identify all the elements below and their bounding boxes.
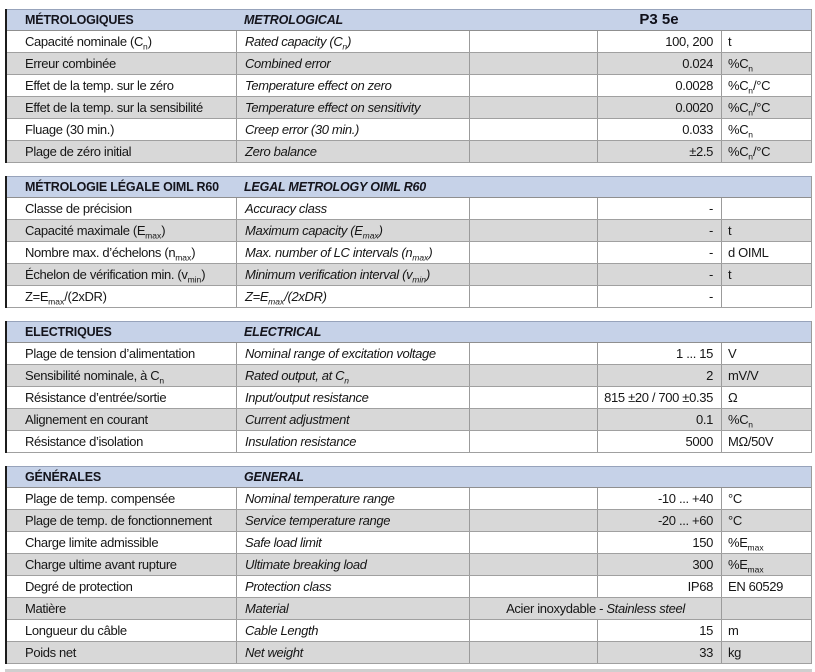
section-general: [5, 466, 812, 664]
row-value-merged: [469, 598, 721, 619]
table-row: [7, 387, 811, 409]
header-spacer: [721, 467, 811, 487]
section-electrical: [5, 321, 812, 453]
table-row: [7, 119, 811, 141]
row-label-en: Zero balance: [236, 141, 469, 162]
table-row-material: [7, 598, 811, 620]
section-title-fr: MÉTROLOGIE LÉGALE OIML R60: [25, 180, 219, 194]
table-row: [7, 264, 811, 286]
row-unit: $\%C_n$: [721, 119, 811, 140]
material-value-fr: Acier inoxydable -: [506, 601, 607, 616]
row-label-fr: Charge ultime avant rupture: [25, 557, 177, 572]
section-metrological: [5, 9, 812, 163]
table-row: [7, 242, 811, 264]
row-value: IP68: [597, 576, 721, 597]
row-spacer-cell: [469, 286, 597, 307]
row-value: 0.0028: [597, 75, 721, 96]
row-value: 5000: [597, 431, 721, 452]
row-value: 0.0020: [597, 97, 721, 118]
row-value: 300: [597, 554, 721, 575]
row-value: 0.024: [597, 53, 721, 74]
row-label-en: Insulation resistance: [236, 431, 469, 452]
row-label-fr: $Z=E_{max}/(2xDR)$: [25, 289, 107, 307]
row-label-en: Service temperature range: [236, 510, 469, 531]
row-spacer-cell: [469, 31, 597, 52]
row-unit: V: [721, 343, 811, 364]
table-row: [7, 554, 811, 576]
row-label-en: Ultimate breaking load: [236, 554, 469, 575]
row-label-fr: Longueur du câble: [25, 623, 127, 638]
row-value: 100, 200: [597, 31, 721, 52]
row-label-en: Safe load limit: [236, 532, 469, 553]
table-row: [7, 343, 811, 365]
row-label-fr: Effet de la temp. sur la sensibilité: [25, 100, 203, 115]
table-row: [7, 97, 811, 119]
row-spacer-cell: [469, 141, 597, 162]
table-row: [7, 141, 811, 163]
row-unit: d OIML: [721, 242, 811, 263]
header-spacer: [469, 467, 597, 487]
table-row: [7, 576, 811, 598]
row-label-fr: Nombre max. d’échelons $(n_{max})$: [25, 245, 196, 263]
row-value: 0.033: [597, 119, 721, 140]
row-spacer-cell: [469, 198, 597, 219]
row-value: -: [597, 264, 721, 285]
section-header: [7, 321, 811, 343]
table-row: [7, 198, 811, 220]
table-row: [7, 642, 811, 664]
row-unit: [721, 598, 811, 619]
row-unit: mV/V: [721, 365, 811, 386]
row-value: -: [597, 286, 721, 307]
row-value: 150: [597, 532, 721, 553]
row-label-en: Accuracy class: [236, 198, 469, 219]
row-value: ±2.5: [597, 141, 721, 162]
row-label-en: Net weight: [236, 642, 469, 663]
row-unit: t: [721, 220, 811, 241]
row-label-en: Creep error (30 min.): [236, 119, 469, 140]
row-spacer-cell: [469, 642, 597, 663]
row-label-fr: Alignement en courant: [25, 412, 148, 427]
row-label-en: $Z=E_{max}/(2xDR)$: [236, 286, 469, 307]
row-label-en: Temperature effect on sensitivity: [236, 97, 469, 118]
row-spacer-cell: [469, 242, 597, 263]
section-title-fr: GÉNÉRALES: [25, 470, 101, 484]
row-spacer-cell: [469, 220, 597, 241]
header-spacer: [721, 322, 811, 342]
row-unit: t: [721, 31, 811, 52]
row-value: 33: [597, 642, 721, 663]
row-unit: EN 60529: [721, 576, 811, 597]
section-header: [7, 176, 811, 198]
row-label-fr: Fluage (30 min.): [25, 122, 115, 137]
row-label-en: Nominal range of excitation voltage: [236, 343, 469, 364]
row-value: -: [597, 242, 721, 263]
section-title-en: GENERAL: [244, 470, 304, 484]
row-unit: °C: [721, 510, 811, 531]
row-value: 15: [597, 620, 721, 641]
row-value: -: [597, 220, 721, 241]
section-title-en: LEGAL METROLOGY OIML R60: [244, 180, 427, 194]
row-label-fr: Matière: [25, 601, 66, 616]
row-value: 815 ±20 / 700 ±0.35: [597, 387, 721, 408]
row-label-fr: Sensibilité nominale, à $C_n$: [25, 368, 165, 386]
row-spacer-cell: [469, 488, 597, 509]
row-spacer-cell: [469, 119, 597, 140]
row-label-fr: Charge limite admissible: [25, 535, 159, 550]
row-unit: $\%C_n$: [721, 53, 811, 74]
table-row: [7, 431, 811, 453]
row-label-en: Material: [236, 598, 469, 619]
row-value: 0.1: [597, 409, 721, 430]
row-spacer-cell: [469, 620, 597, 641]
row-unit: $\%C_n$: [721, 409, 811, 430]
row-unit: $\%C_n/^\circ C$: [721, 141, 811, 162]
row-spacer-cell: [469, 343, 597, 364]
row-spacer-cell: [469, 576, 597, 597]
row-unit: $\%E_{max}$: [721, 554, 811, 575]
row-unit: MΩ/50V: [721, 431, 811, 452]
row-label-fr: Erreur combinée: [25, 56, 116, 71]
row-label-fr: Capacité nominale $(C_n)$: [25, 34, 152, 52]
table-row: [7, 31, 811, 53]
model-title: [597, 322, 721, 342]
row-spacer-cell: [469, 97, 597, 118]
row-spacer-cell: [469, 387, 597, 408]
row-unit: m: [721, 620, 811, 641]
table-row: [7, 532, 811, 554]
section-title-fr: MÉTROLOGIQUES: [25, 13, 134, 27]
row-label-fr: Poids net: [25, 645, 77, 660]
row-label-fr: Plage de temp. compensée: [25, 491, 175, 506]
row-spacer-cell: [469, 554, 597, 575]
table-row: [7, 488, 811, 510]
row-label-fr: Capacité maximale $(E_{max})$: [25, 223, 166, 241]
row-label-en: Temperature effect on zero: [236, 75, 469, 96]
row-label-en: Rated output, at $C_n$: [236, 365, 469, 386]
table-row: [7, 365, 811, 387]
row-label-en: Nominal temperature range: [236, 488, 469, 509]
row-label-fr: Résistance d’isolation: [25, 434, 144, 449]
model-title: P3 5e: [639, 11, 679, 28]
row-spacer-cell: [469, 365, 597, 386]
row-value: -: [597, 198, 721, 219]
table-row: [7, 220, 811, 242]
table-row: [7, 53, 811, 75]
row-value: -20 ... +60: [597, 510, 721, 531]
row-spacer-cell: [469, 75, 597, 96]
row-label-en: Rated capacity $(C_n)$: [236, 31, 469, 52]
row-value: 2: [597, 365, 721, 386]
header-spacer: [469, 322, 597, 342]
row-spacer-cell: [469, 532, 597, 553]
row-label-fr: Résistance d’entrée/sortie: [25, 390, 167, 405]
row-label-fr: Classe de précision: [25, 201, 132, 216]
section-title-en: ELECTRICAL: [244, 325, 322, 339]
table-row: [7, 409, 811, 431]
header-spacer: [721, 177, 811, 197]
row-label-fr: Plage de temp. de fonctionnement: [25, 513, 212, 528]
row-value: 1 ... 15: [597, 343, 721, 364]
row-unit: [721, 286, 811, 307]
table-row: [7, 510, 811, 532]
header-spacer: [469, 10, 597, 30]
row-label-en: Input/output resistance: [236, 387, 469, 408]
model-title: [597, 467, 721, 487]
row-label-fr: Degré de protection: [25, 579, 133, 594]
row-spacer-cell: [469, 409, 597, 430]
row-label-en: Max. number of LC intervals $(n_{max})$: [236, 242, 469, 263]
section-legal-metrology: [5, 176, 812, 308]
row-unit: t: [721, 264, 811, 285]
row-value: -10 ... +40: [597, 488, 721, 509]
section-header: [7, 9, 811, 31]
row-unit: °C: [721, 488, 811, 509]
row-unit: Ω: [721, 387, 811, 408]
table-row: [7, 620, 811, 642]
row-label-en: Combined error: [236, 53, 469, 74]
row-unit: $\%C_n/^\circ C$: [721, 97, 811, 118]
table-row: [7, 75, 811, 97]
section-title-fr: ELECTRIQUES: [25, 325, 112, 339]
row-spacer-cell: [469, 53, 597, 74]
row-spacer-cell: [469, 264, 597, 285]
model-title: [597, 177, 721, 197]
table-row: [7, 286, 811, 308]
row-spacer-cell: [469, 510, 597, 531]
row-unit: kg: [721, 642, 811, 663]
row-label-en: Current adjustment: [236, 409, 469, 430]
row-label-en: Cable Length: [236, 620, 469, 641]
header-spacer: [721, 10, 811, 30]
row-label-en: Minimum verification interval $(v_{min})$: [236, 264, 469, 285]
row-label-fr: Échelon de vérification min. $(v_{min})$: [25, 267, 206, 285]
material-value-en: Stainless steel: [606, 601, 685, 616]
row-label-en: Maximum capacity $(E_{max})$: [236, 220, 469, 241]
row-label-en: Protection class: [236, 576, 469, 597]
section-header: [7, 466, 811, 488]
section-title-en: METROLOGICAL: [244, 13, 343, 27]
row-unit: [721, 198, 811, 219]
row-unit: $\%C_n/^\circ C$: [721, 75, 811, 96]
row-label-fr: Effet de la temp. sur le zéro: [25, 78, 174, 93]
row-spacer-cell: [469, 431, 597, 452]
row-unit: $\%E_{max}$: [721, 532, 811, 553]
row-label-fr: Plage de tension d’alimentation: [25, 346, 195, 361]
header-spacer: [469, 177, 597, 197]
row-label-fr: Plage de zéro initial: [25, 144, 132, 159]
